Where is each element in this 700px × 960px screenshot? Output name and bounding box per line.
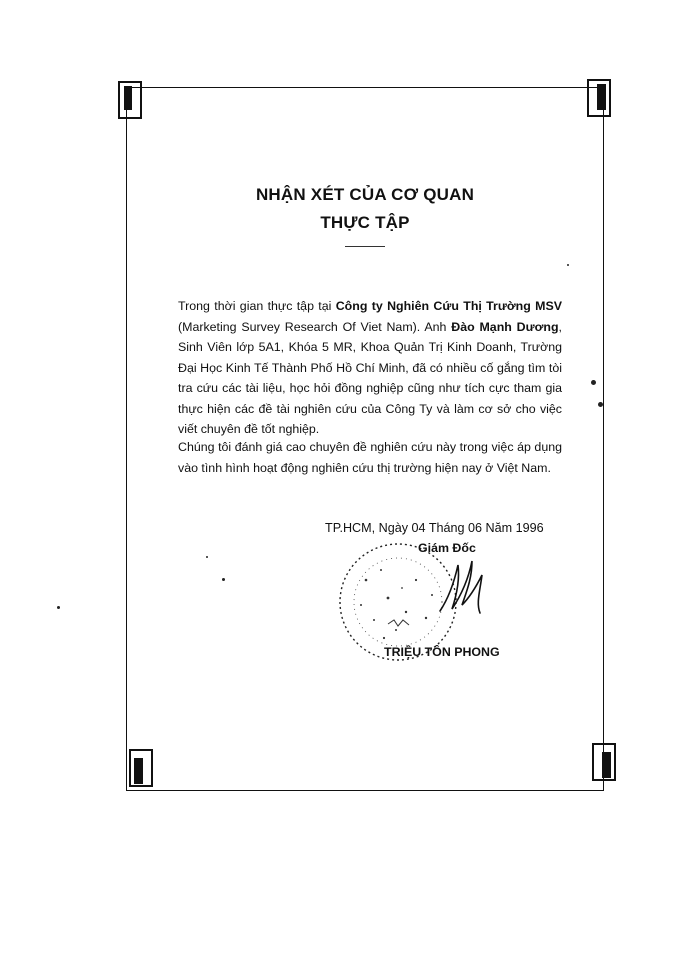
signer-name: TRIỆU TÔN PHONG: [384, 645, 500, 659]
title-divider: [345, 246, 385, 247]
company-name: Công ty Nghiên Cứu Thị Trường MSV: [335, 299, 562, 313]
intro-text: Trong thời gian thực tập tại: [178, 299, 336, 313]
student-name: Đào Mạnh Dương: [451, 319, 559, 334]
signer-title: Giám Đốc: [418, 541, 476, 555]
director-signature: [436, 553, 496, 617]
corner-ornament-bottom-right: [591, 742, 617, 782]
corner-ornament-top-right: [586, 78, 612, 118]
scan-speck: [567, 264, 569, 266]
appreciation-paragraph: Chúng tôi đánh giá cao chuyên đề nghiên cứu này trong việc áp dụng vào tình hình hoạt động nghiên cứu thị trường hiện nay ở Việt Nam.: [178, 440, 562, 475]
scan-speck: [57, 606, 60, 609]
company-english-name: (Marketing Survey Research Of Viet Nam). Anh: [178, 319, 452, 334]
document-subtitle: THỰC TẬP: [320, 213, 410, 232]
document-title: NHẬN XÉT CỦA CƠ QUAN: [255, 185, 475, 204]
corner-ornament-top-left: [117, 80, 143, 120]
evaluation-paragraph: [178, 296, 562, 440]
scan-speck: [222, 578, 225, 581]
scan-speck: [591, 380, 596, 385]
corner-ornament-bottom-left: [128, 748, 154, 788]
date-line: TP.HCM, Ngày 04 Tháng 06 Năm 1996: [325, 521, 544, 535]
scan-speck: [598, 402, 603, 407]
scan-speck: [206, 556, 208, 558]
student-details: , Sinh Viên lớp 5A1, Khóa 5 MR, Khoa Quản Trị Kinh Doanh, Trường Đại Học Kinh Tế Thành Phố Hồ Chí Minh, đã có nhiều cố gắng tìm tòi tra cứu các tài liệu, học hỏi đồng nghiệp cũng như tích cực tham gia thực hiện các đề tài nghiên cứu của Công Ty và làm cơ sở cho việc viết chuyên đề tốt nghiệp.: [178, 319, 562, 436]
